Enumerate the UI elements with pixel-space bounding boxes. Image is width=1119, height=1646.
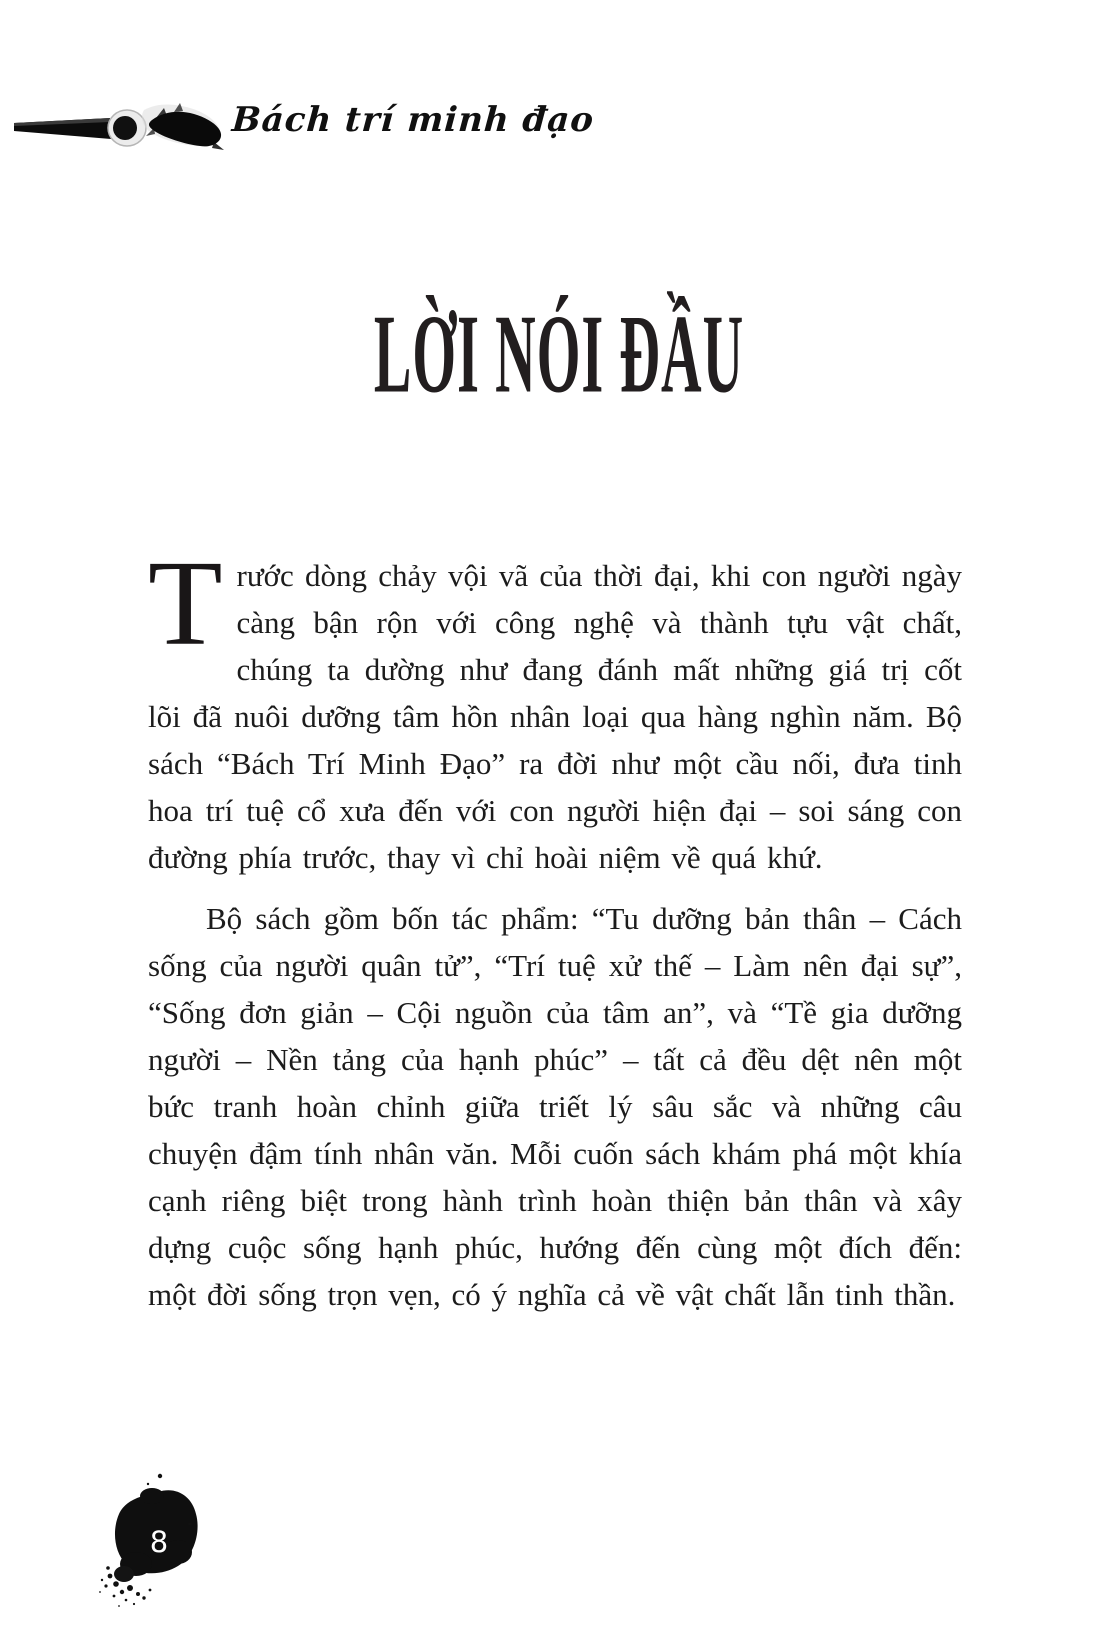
paragraph-1	[148, 536, 962, 881]
page-header	[0, 96, 1119, 162]
body-text	[148, 536, 962, 1318]
calligraphy-brush-icon	[14, 98, 228, 160]
chapter-title: LỜI NÓI ĐẦU	[374, 292, 745, 417]
running-head-text: Bách trí minh đạo	[230, 100, 596, 140]
paragraph-1-text: rước dòng chảy vội vã của thời đại, khi con người ngày càng bận rộn với công nghệ và thành tựu vật chất, chúng ta dường như đang đánh mất những giá trị cốt lõi đã nuôi dưỡng tâm hồn nhân loại qua hàng nghìn năm. Bộ sách “Bách Trí Minh Đạo” ra đời như một cầu nối, đưa tinh hoa trí tuệ cổ xưa đến với con người hiện đại – soi sáng con đường phía trước, thay vì chỉ hoài niệm về quá khứ.	[148, 558, 962, 875]
title-row	[0, 292, 1119, 417]
page-number: 8	[149, 1525, 169, 1559]
paragraph-2: Bộ sách gồm bốn tác phẩm: “Tu dưỡng bản thân – Cách sống của người quân tử”, “Trí tuệ xử thế – Làm nên đại sự”, “Sống đơn giản – Cội nguồn của tâm an”, và “Tề gia dưỡng người – Nền tảng của hạnh phúc” – tất cả đều dệt nên một bức tranh hoàn chỉnh giữa triết lý sâu sắc và những câu chuyện đậm tính nhân văn. Mỗi cuốn sách khám phá một khía cạnh riêng biệt trong hành trình hoàn thiện bản thân và xây dựng cuộc sống hạnh phúc, hướng đến cùng một đích đến: một đời sống trọn vẹn, có ý nghĩa cả về vật chất lẫn tinh thần.	[148, 901, 962, 1312]
page-number-blob	[86, 1464, 236, 1624]
drop-cap: T	[148, 536, 223, 671]
